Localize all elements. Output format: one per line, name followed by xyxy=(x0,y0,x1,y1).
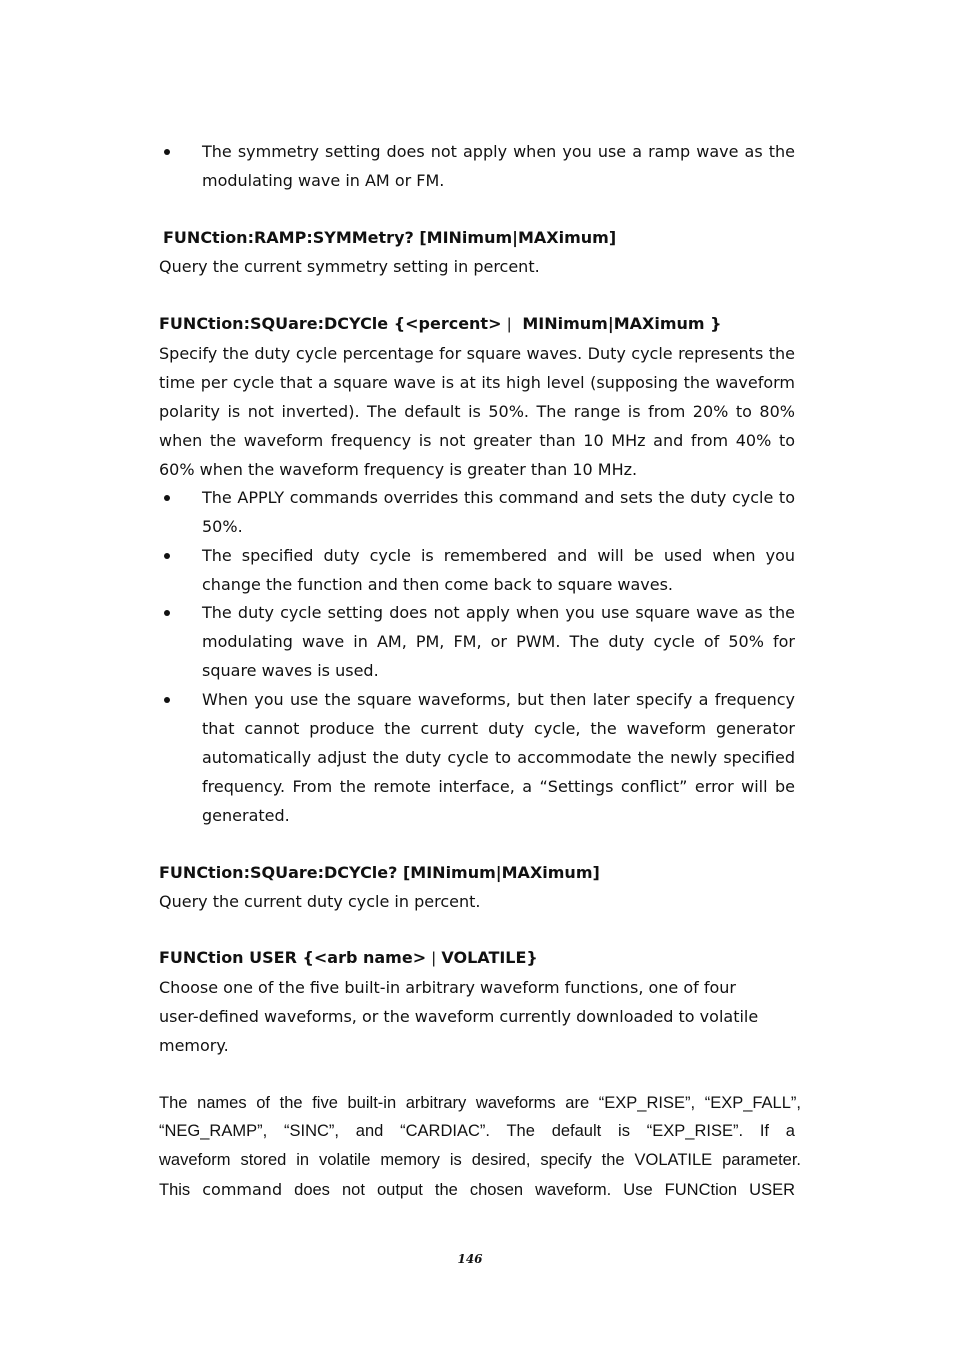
bullet-icon xyxy=(164,495,170,501)
heading-part: FUNCtion:SQUare:DCYCle {<percent> xyxy=(159,314,508,333)
bullet-text: The duty cycle setting does not apply when you use square wave as the modulating wave in AM, PM, FM, or PWM. The duty cycle of 50% for square waves is used. xyxy=(202,603,795,680)
bullet-item xyxy=(159,541,795,599)
bullet-text: The APPLY commands overrides this command and sets the duty cycle to 50%. xyxy=(202,488,795,536)
heading-part: MINimum|MAXimum } xyxy=(511,314,722,333)
heading-separator: | xyxy=(431,950,436,967)
bullet-item xyxy=(159,137,795,195)
command-heading-square-dcycle-query: FUNCtion:SQUare:DCYCle? [MINimum|MAXimum] xyxy=(159,863,600,882)
bullet-icon xyxy=(164,553,170,559)
heading-separator: | xyxy=(507,316,512,333)
text-run: does not output the chosen waveform. Use FUNCtion USER xyxy=(282,1181,795,1199)
bullet-item xyxy=(159,685,795,830)
bullet-text: The symmetry setting does not apply when you use a ramp wave as the modulating wave in AM or FM. xyxy=(202,142,795,190)
text-run: command xyxy=(202,1180,283,1199)
paragraph-line: waveform stored in volatile memory is desired, specify the VOLATILE parameter. xyxy=(159,1151,801,1169)
command-description: Specify the duty cycle percentage for square waves. Duty cycle represents the time per cycle that a square wave is at its high level (supposing the waveform polarity is not inverted). The default is 50%. The range is from 20% to 80% when the waveform frequency is not greater than 10 MHz and from 40% to 60% when the waveform frequency is greater than 10 MHz. xyxy=(159,344,795,479)
page-number: 146 xyxy=(457,1252,483,1266)
command-heading-square-dcycle xyxy=(159,309,722,339)
text-run: This xyxy=(159,1181,203,1199)
command-description: Query the current duty cycle in percent. xyxy=(159,892,481,911)
bullet-item xyxy=(159,598,795,685)
heading-part: FUNCtion USER {<arb name> xyxy=(159,948,432,967)
bullet-item xyxy=(159,483,795,541)
heading-part: VOLATILE} xyxy=(435,948,538,967)
command-heading-function-user xyxy=(159,943,538,973)
bullet-icon xyxy=(164,697,170,703)
bullet-text: The specified duty cycle is remembered and will be used when you change the function and then come back to square waves. xyxy=(202,546,795,594)
bullet-icon xyxy=(164,610,170,616)
command-heading-ramp-symmetry-query: FUNCtion:RAMP:SYMMetry? [MINimum|MAXimum] xyxy=(163,228,617,247)
paragraph-line xyxy=(159,1175,795,1205)
bullet-text: When you use the square waveforms, but then later specify a frequency that cannot produce the current duty cycle, the waveform generator automatically adjust the duty cycle to accommodate the newly specified frequency. From the remote interface, a “Settings conflict” error will be generated. xyxy=(202,690,795,825)
paragraph-line: “NEG_RAMP”, “SINC”, and “CARDIAC”. The default is “EXP_RISE”. If a xyxy=(159,1122,795,1140)
paragraph-line: The names of the five built-in arbitrary waveforms are “EXP_RISE”, “EXP_FALL”, xyxy=(159,1094,801,1112)
command-description: Query the current symmetry setting in percent. xyxy=(159,257,540,276)
command-description: Choose one of the five built-in arbitrary waveform functions, one of four user-defined waveforms, or the waveform currently downloaded to volatile memory. xyxy=(159,978,759,1055)
bullet-icon xyxy=(164,149,170,155)
